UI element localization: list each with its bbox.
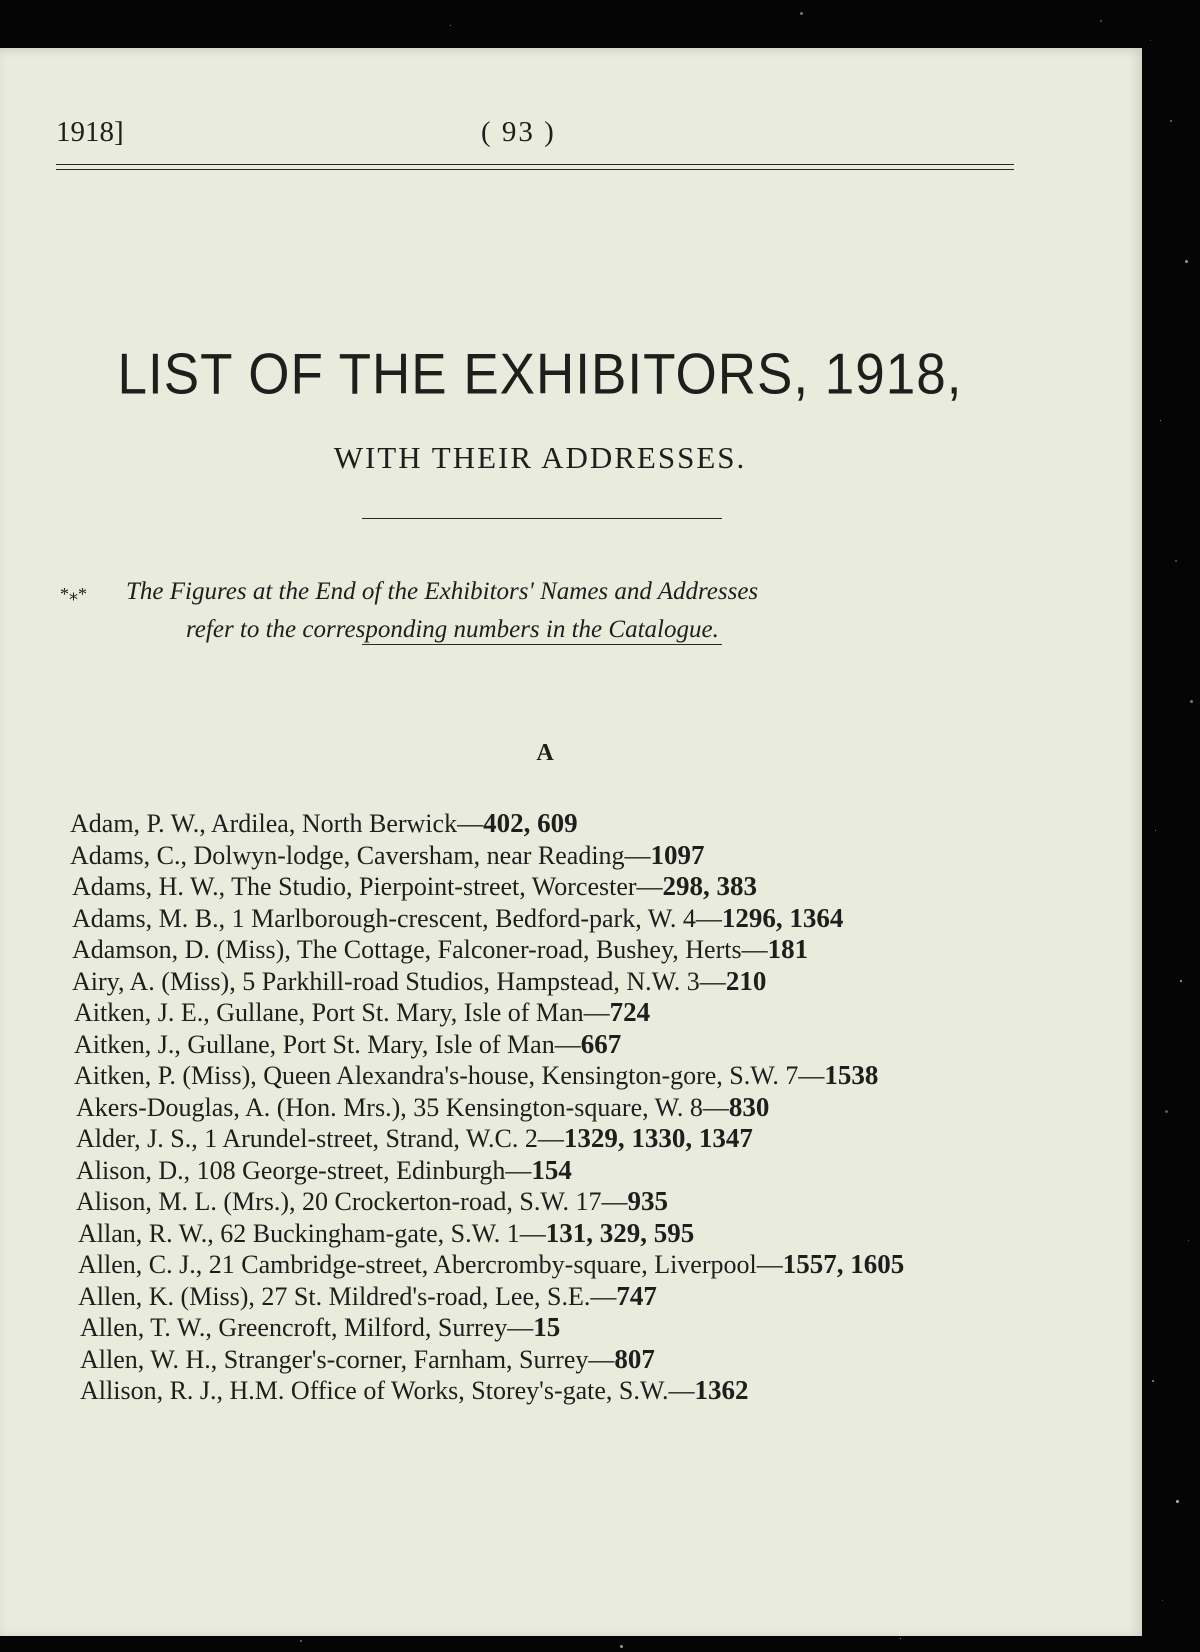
catalogue-note-text-2: refer to the corresponding numbers in the Catalogue. bbox=[186, 616, 719, 643]
catalogue-numbers: 667 bbox=[580, 1028, 622, 1059]
exhibitor-entry bbox=[76, 1092, 1030, 1124]
background-speck bbox=[300, 1640, 302, 1642]
exhibitor-name-address: Akers-Douglas, A. (Hon. Mrs.), 35 Kensington-square, W. 8— bbox=[76, 1092, 729, 1122]
exhibitor-entry bbox=[74, 997, 1030, 1029]
catalogue-note-line-2 bbox=[186, 616, 1146, 644]
exhibitor-name-address: Alison, M. L. (Mrs.), 20 Crockerton-road, S.W. 17— bbox=[76, 1187, 628, 1216]
running-head bbox=[56, 116, 1016, 156]
divider-rule-bottom bbox=[362, 644, 722, 645]
exhibitor-name-address: Adamson, D. (Miss), The Cottage, Falconer-road, Bushey, Herts— bbox=[72, 935, 768, 964]
exhibitor-name-address: Aitken, J. E., Gullane, Port St. Mary, Isle of Man— bbox=[74, 998, 610, 1027]
catalogue-numbers: 154 bbox=[531, 1154, 572, 1185]
exhibitor-name-address: Alison, D., 108 George-street, Edinburgh— bbox=[76, 1155, 532, 1185]
catalogue-numbers: 1538 bbox=[824, 1060, 879, 1090]
exhibitor-name-address: Allen, W. H., Stranger's-corner, Farnham, Surrey— bbox=[80, 1344, 615, 1374]
exhibitor-list bbox=[70, 808, 1030, 1407]
exhibitor-entry bbox=[74, 1029, 1030, 1061]
catalogue-numbers: 402, 609 bbox=[483, 808, 578, 838]
exhibitor-name-address: Adams, M. B., 1 Marlborough-crescent, Bedford-park, W. 4— bbox=[72, 903, 722, 933]
asterism-icon: *⁎* bbox=[60, 584, 87, 604]
background-speck bbox=[1152, 1380, 1154, 1382]
exhibitor-name-address: Allen, K. (Miss), 27 St. Mildred's-road, Lee, S.E.— bbox=[78, 1281, 617, 1311]
background-speck bbox=[1160, 420, 1161, 421]
background-speck bbox=[1190, 700, 1193, 703]
background-speck bbox=[1175, 560, 1177, 562]
page-title: LIST OF THE EXHIBITORS, 1918, bbox=[117, 342, 963, 407]
divider-rule-top bbox=[362, 518, 722, 519]
exhibitor-name-address: Alder, J. S., 1 Arundel-street, Strand, W.C. 2— bbox=[76, 1124, 564, 1153]
header-double-rule bbox=[56, 164, 1014, 170]
exhibitor-name-address: Aitken, J., Gullane, Port St. Mary, Isle of Man— bbox=[74, 1029, 581, 1059]
catalogue-numbers: 724 bbox=[609, 997, 651, 1027]
background-speck bbox=[1185, 260, 1188, 263]
exhibitor-entry bbox=[72, 871, 1030, 903]
catalogue-numbers: 298, 383 bbox=[662, 871, 758, 901]
exhibitor-entry bbox=[76, 1186, 1030, 1218]
background-speck bbox=[800, 12, 803, 15]
catalogue-note-text-1: The Figures at the End of the Exhibitors' Names and Addresses bbox=[126, 578, 759, 605]
background-speck bbox=[1188, 1240, 1189, 1241]
background-speck bbox=[1150, 40, 1151, 41]
catalogue-numbers: 1557, 1605 bbox=[782, 1249, 905, 1279]
background-speck bbox=[1176, 1500, 1179, 1503]
exhibitor-entry bbox=[70, 840, 1030, 872]
exhibitor-entry bbox=[74, 1060, 1030, 1092]
background-speck bbox=[900, 1638, 901, 1639]
exhibitor-name-address: Allen, T. W., Greencroft, Milford, Surrey— bbox=[80, 1313, 534, 1342]
catalogue-numbers: 15 bbox=[533, 1312, 561, 1342]
background-speck bbox=[1155, 830, 1156, 831]
exhibitor-entry bbox=[78, 1218, 1030, 1250]
exhibitor-name-address: Allan, R. W., 62 Buckingham-gate, S.W. 1— bbox=[78, 1218, 546, 1248]
section-letter: A bbox=[536, 740, 554, 766]
background-speck bbox=[1170, 120, 1172, 122]
exhibitor-name-address: Allen, C. J., 21 Cambridge-street, Abercromby-square, Liverpool— bbox=[78, 1250, 783, 1279]
background-speck bbox=[1162, 1600, 1163, 1601]
exhibitor-name-address: Adam, P. W., Ardilea, North Berwick— bbox=[70, 809, 484, 838]
exhibitor-entry bbox=[80, 1344, 1030, 1376]
catalogue-numbers: 1329, 1330, 1347 bbox=[563, 1123, 753, 1153]
background-speck bbox=[1180, 980, 1182, 982]
catalogue-numbers: 807 bbox=[614, 1343, 655, 1374]
exhibitor-name-address: Adams, H. W., The Studio, Pierpoint-street, Worcester— bbox=[72, 872, 663, 901]
catalogue-numbers: 1362 bbox=[694, 1375, 749, 1405]
exhibitor-entry bbox=[72, 966, 1030, 998]
catalogue-numbers: 210 bbox=[725, 965, 767, 996]
catalogue-note-line-1 bbox=[60, 578, 1086, 606]
background-speck bbox=[620, 1645, 623, 1648]
running-head-year: 1918] bbox=[56, 116, 124, 148]
catalogue-numbers: 830 bbox=[728, 1091, 770, 1122]
exhibitor-entry bbox=[72, 934, 1030, 966]
page-subtitle: WITH THEIR ADDRESSES. bbox=[333, 440, 747, 475]
exhibitor-name-address: Airy, A. (Miss), 5 Parkhill-road Studios, Hampstead, N.W. 3— bbox=[72, 966, 726, 996]
exhibitor-entry bbox=[78, 1281, 1030, 1313]
exhibitor-entry bbox=[76, 1123, 1030, 1155]
exhibitor-name-address: Adams, C., Dolwyn-lodge, Caversham, near Reading— bbox=[70, 840, 651, 870]
background-speck bbox=[1100, 20, 1102, 22]
background-speck bbox=[1165, 1110, 1168, 1113]
page-number: ( 93 ) bbox=[481, 116, 556, 148]
catalogue-numbers: 131, 329, 595 bbox=[545, 1217, 695, 1248]
exhibitor-entry bbox=[72, 903, 1030, 935]
exhibitor-entry bbox=[76, 1155, 1030, 1187]
background-speck bbox=[450, 25, 451, 26]
catalogue-numbers: 181 bbox=[767, 934, 809, 964]
exhibitor-name-address: Allison, R. J., H.M. Office of Works, Storey's-gate, S.W.— bbox=[80, 1376, 695, 1405]
catalogue-numbers: 1296, 1364 bbox=[721, 902, 844, 933]
catalogue-numbers: 1097 bbox=[650, 839, 705, 870]
catalogue-numbers: 935 bbox=[627, 1186, 668, 1216]
exhibitor-entry bbox=[78, 1249, 1030, 1281]
exhibitor-name-address: Aitken, P. (Miss), Queen Alexandra's-house, Kensington-gore, S.W. 7— bbox=[74, 1061, 825, 1090]
catalogue-numbers: 747 bbox=[616, 1280, 657, 1311]
exhibitor-entry bbox=[80, 1375, 1030, 1407]
book-page bbox=[0, 48, 1142, 1636]
exhibitor-entry bbox=[80, 1312, 1030, 1344]
exhibitor-entry bbox=[70, 808, 1030, 840]
